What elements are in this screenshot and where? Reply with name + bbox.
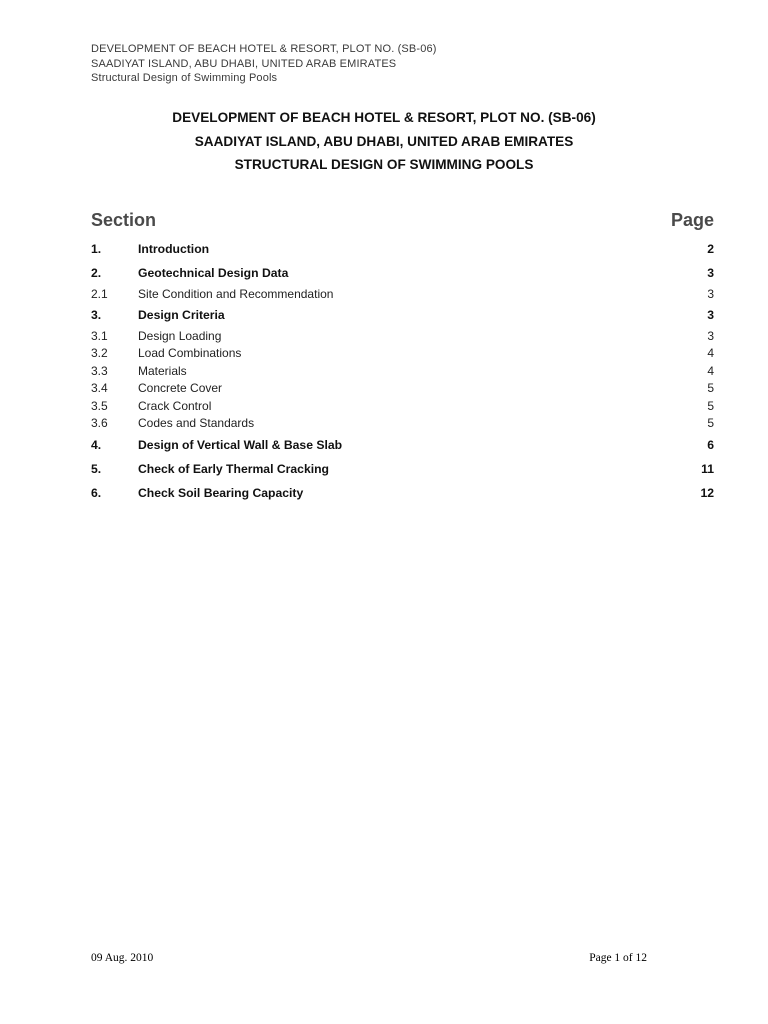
title-project: DEVELOPMENT OF BEACH HOTEL & RESORT, PLOT NO. (SB-06) (172, 110, 596, 125)
toc-entry[interactable] (91, 398, 714, 414)
toc-entry-page: 4 (707, 364, 714, 378)
toc-entry-page: 5 (707, 399, 714, 413)
toc-entry-title: Geotechnical Design Data (138, 266, 289, 280)
toc-entry-title: Load Combinations (138, 346, 242, 360)
toc-entry-page: 6 (707, 438, 714, 452)
toc-entry-page: 5 (707, 416, 714, 430)
toc-entry[interactable] (91, 241, 714, 257)
running-header (91, 42, 437, 86)
toc-entry[interactable] (91, 363, 714, 379)
toc-entry-page: 12 (700, 486, 714, 500)
toc-entry[interactable] (91, 380, 714, 396)
toc-entry-number: 5. (91, 462, 102, 476)
running-header-location: SAADIYAT ISLAND, ABU DHABI, UNITED ARAB EMIRATES (91, 57, 397, 70)
toc-entry[interactable] (91, 437, 714, 453)
footer-page-number: Page 1 of 12 (589, 952, 647, 964)
toc-page-heading: Page (670, 210, 714, 230)
toc-section-heading: Section (91, 210, 157, 230)
toc-entry-number: 1. (91, 242, 102, 256)
toc-entry-title: Materials (138, 364, 187, 378)
toc-entry[interactable] (91, 265, 714, 281)
toc-entry-number: 3. (91, 308, 102, 322)
toc-entry-number: 3.1 (91, 329, 108, 343)
toc-entry-title: Crack Control (138, 399, 212, 413)
toc-entry[interactable] (91, 415, 714, 431)
toc-entry-title: Introduction (138, 242, 210, 256)
toc-entry[interactable] (91, 307, 714, 323)
toc-entry[interactable] (91, 461, 714, 477)
toc-entry-number: 2. (91, 266, 102, 280)
toc-entry[interactable] (91, 485, 714, 501)
toc-entry-title: Site Condition and Recommendation (138, 287, 334, 301)
toc-entry-number: 3.2 (91, 346, 108, 360)
running-header-subject: Structural Design of Swimming Pools (91, 72, 278, 84)
toc-entry-number: 6. (91, 486, 102, 500)
toc-entry-number: 3.6 (91, 416, 108, 430)
document-title (0, 106, 768, 177)
toc-header (91, 210, 714, 234)
toc-entry-title: Design Criteria (138, 308, 225, 322)
toc-entry-page: 3 (707, 287, 714, 301)
toc-entry[interactable] (91, 286, 714, 302)
footer-date: 09 Aug. 2010 (91, 952, 154, 964)
toc-entry-title: Codes and Standards (138, 416, 255, 430)
toc-entry-number: 3.3 (91, 364, 108, 378)
toc-entry-page: 3 (707, 308, 714, 322)
toc-entry-title: Design of Vertical Wall & Base Slab (138, 438, 343, 452)
title-location: SAADIYAT ISLAND, ABU DHABI, UNITED ARAB EMIRATES (194, 133, 574, 149)
toc-entry-page: 3 (707, 266, 714, 280)
toc-entry[interactable] (91, 328, 714, 344)
toc-entry-number: 3.5 (91, 399, 108, 413)
toc-entry-number: 2.1 (91, 287, 108, 301)
toc-entry-page: 11 (701, 462, 714, 476)
toc-entry-title: Concrete Cover (138, 381, 223, 395)
toc-entry-page: 4 (707, 346, 714, 360)
toc-entry-title: Check Soil Bearing Capacity (138, 486, 304, 500)
running-header-project: DEVELOPMENT OF BEACH HOTEL & RESORT, PLOT NO. (SB-06) (91, 43, 437, 55)
toc-entry[interactable] (91, 345, 714, 361)
toc-entry-page: 5 (707, 381, 714, 395)
toc-entry-page: 2 (707, 242, 714, 256)
toc-entry-number: 4. (91, 438, 102, 452)
toc-entry-number: 3.4 (91, 381, 108, 395)
title-subject: STRUCTURAL DESIGN OF SWIMMING POOLS (234, 157, 534, 172)
toc-entry-title: Design Loading (138, 329, 222, 343)
toc-entry-title: Check of Early Thermal Cracking (138, 462, 330, 476)
toc-entry-page: 3 (707, 329, 714, 343)
